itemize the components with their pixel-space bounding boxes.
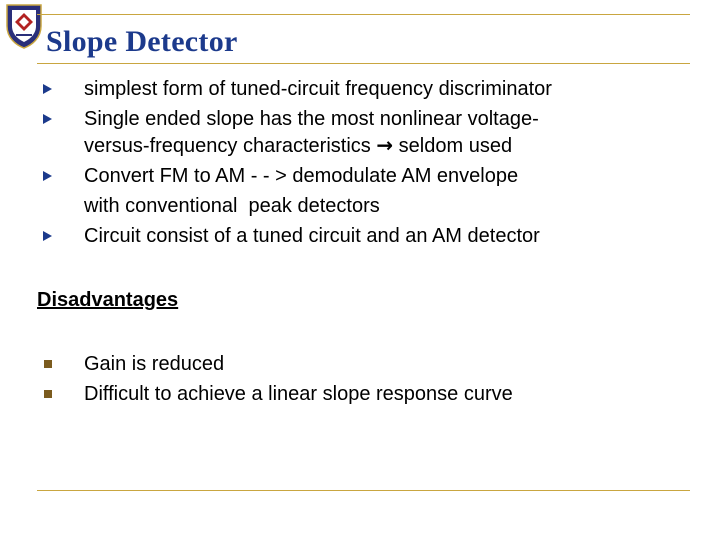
bullet-item [37,163,697,189]
university-crest-icon [4,2,44,50]
title-underline-rule [37,63,690,64]
bullet-continuation [37,193,697,219]
slide-content [37,76,697,407]
bullet-list [37,76,697,249]
bottom-rule [37,490,690,491]
slide-title: Slope Detector [46,25,238,58]
bullet-item [37,351,697,377]
bullet-text: Circuit consist of a tuned circuit and an AM detector [84,225,540,247]
top-rule [37,14,690,15]
bullet-text: simplest form of tuned-circuit frequency discriminator [84,78,552,100]
bullet-text-continued: versus-frequency characteristics [84,135,371,157]
bullet-text: Gain is reduced [84,353,225,375]
bullet-text-continued: with conventional peak detectors [84,195,380,217]
bullet-item [37,223,697,249]
disadvantages-list [37,351,697,407]
triangle-bullet-icon [43,231,52,241]
square-bullet-icon [44,360,52,368]
right-arrow-icon: → [376,133,394,157]
bullet-text: Convert FM to AM - - > demodulate AM envelope [84,165,519,187]
bullet-item [37,381,697,407]
bullet-text-continued: seldom used [398,135,513,157]
triangle-bullet-icon [43,171,52,181]
bullet-item [37,76,697,102]
triangle-bullet-icon [43,84,52,94]
square-bullet-icon [44,390,52,398]
bullet-text: Difficult to achieve a linear slope response curve [84,383,513,405]
disadvantages-heading: Disadvantages [37,289,179,311]
triangle-bullet-icon [43,114,52,124]
bullet-item [37,106,697,159]
bullet-text: Single ended slope has the most nonlinear voltage- [84,108,539,130]
